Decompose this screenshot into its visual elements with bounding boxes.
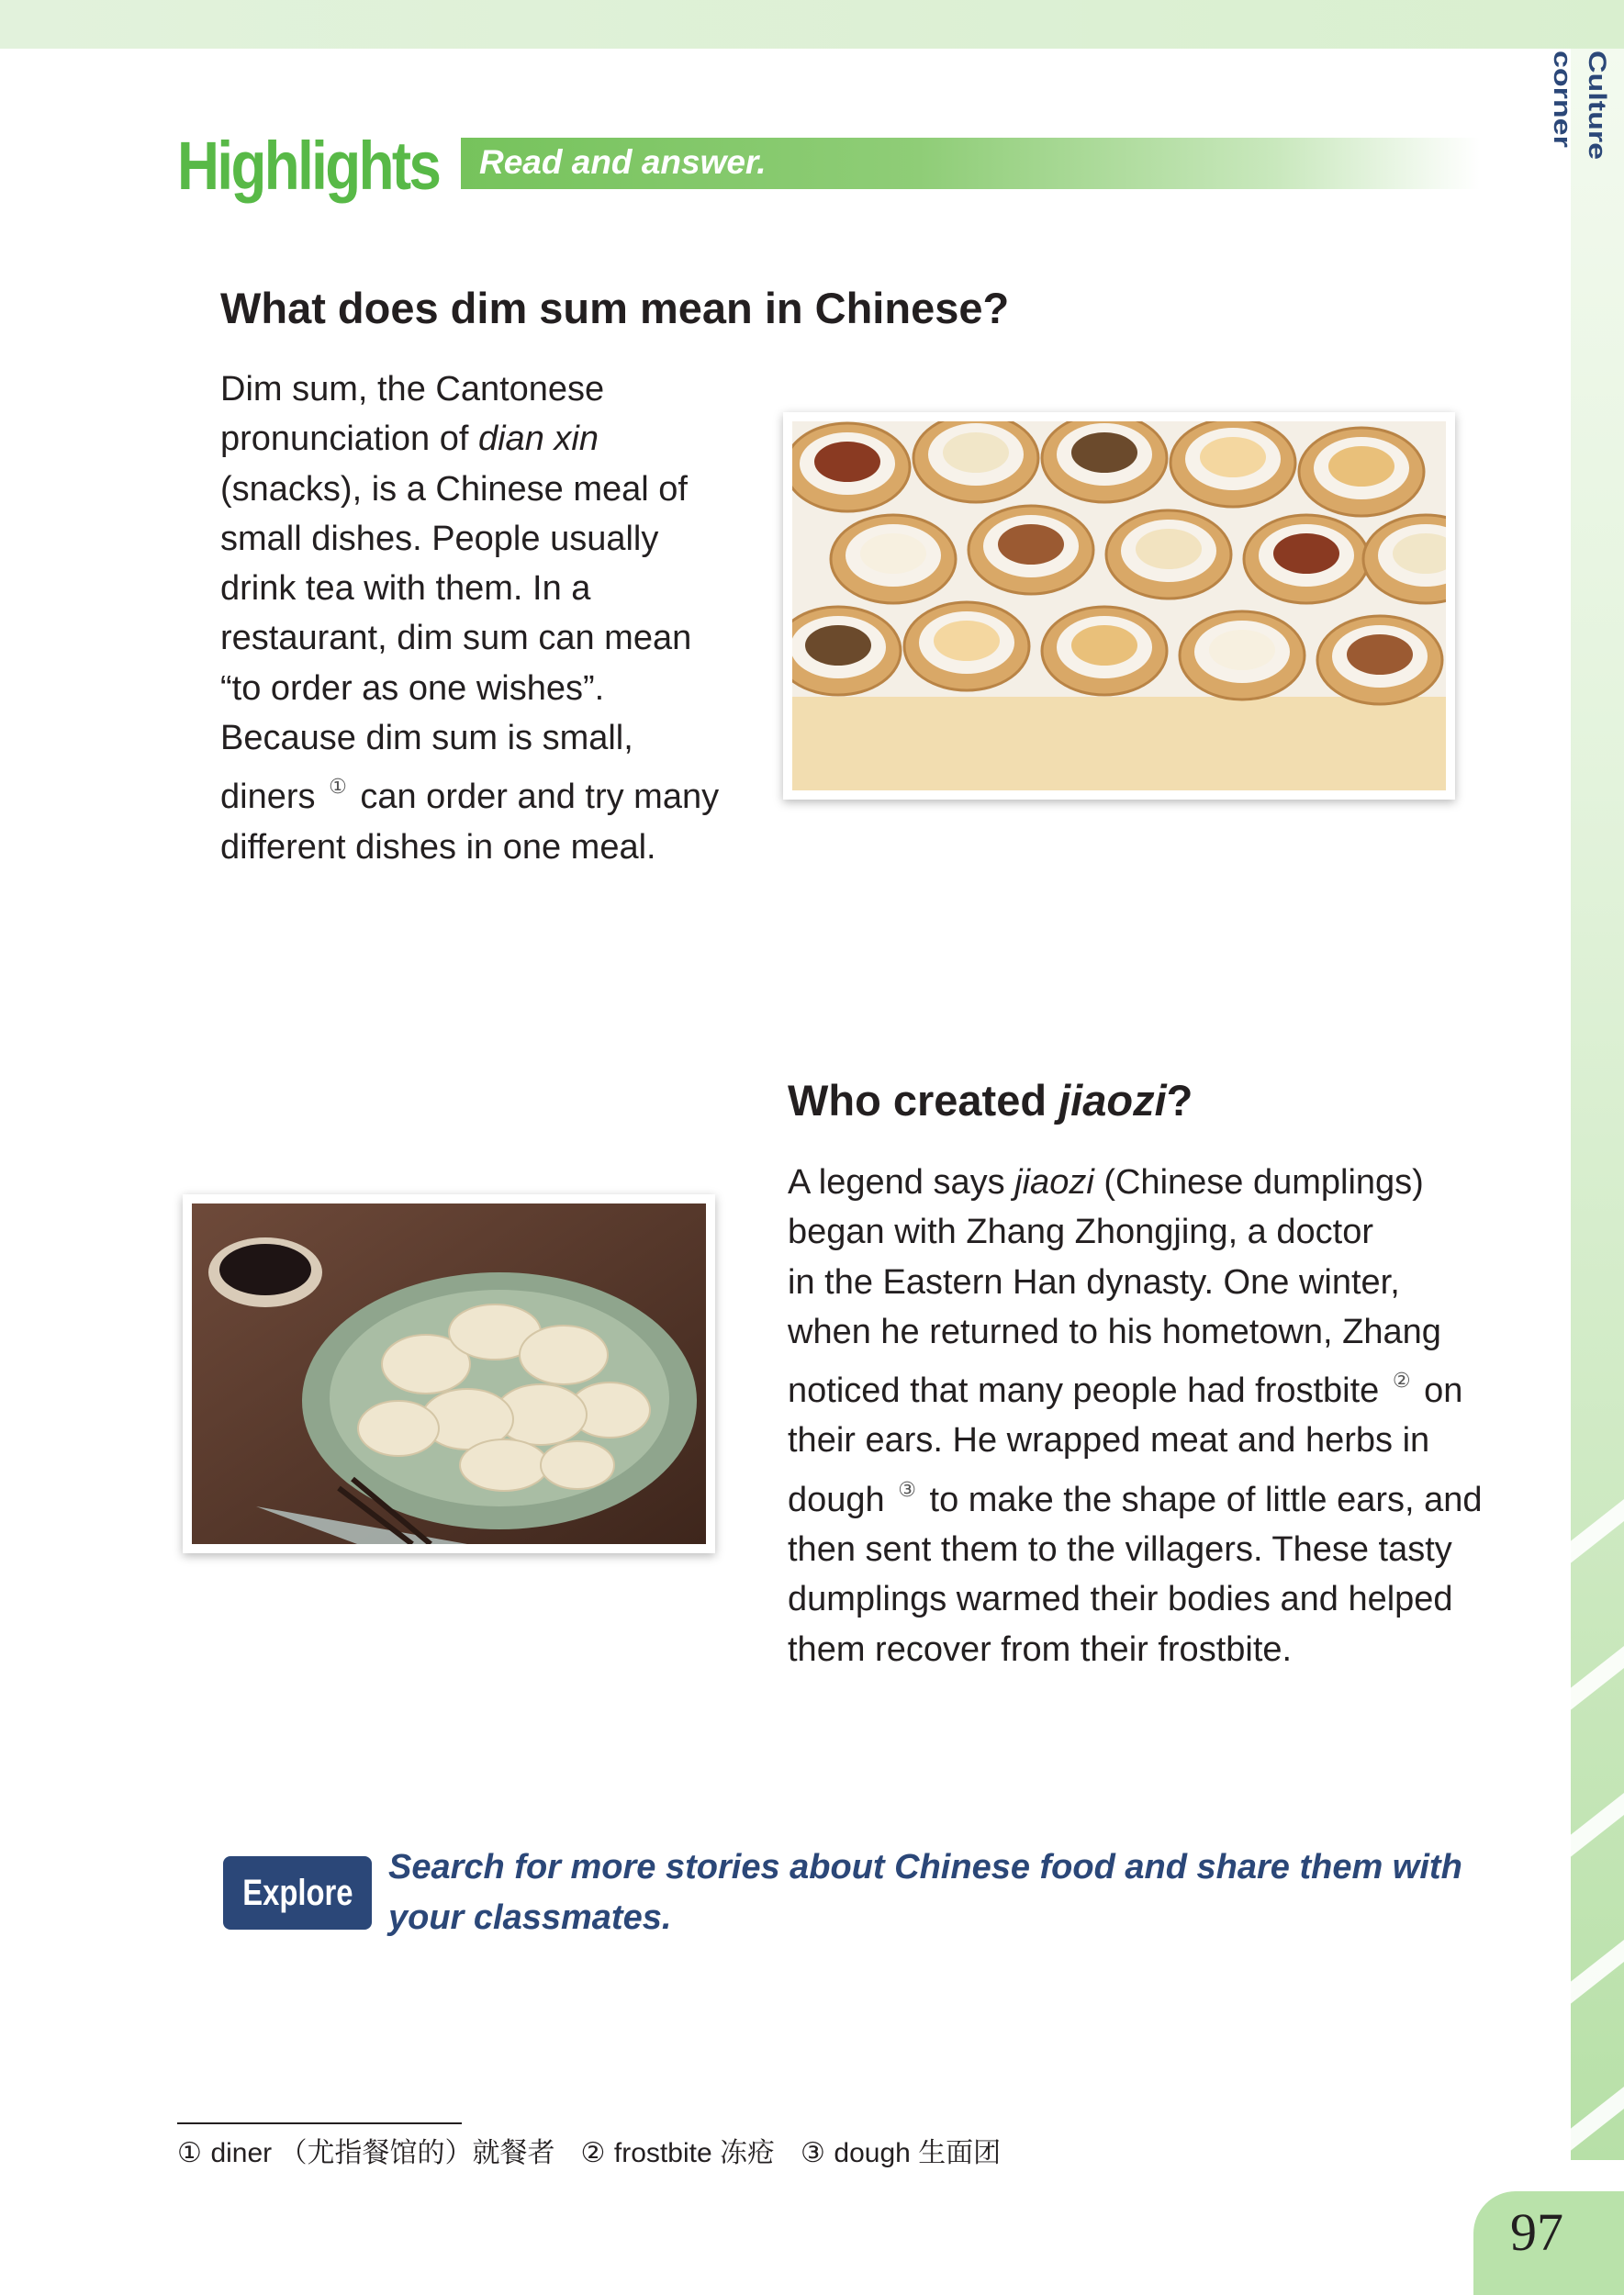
footnote-mark: ② <box>580 2137 614 2169</box>
jiaozi-paragraph <box>788 1158 1483 1674</box>
footnote-gloss: （尤指餐馆的）就餐者 <box>279 2137 555 2169</box>
footnote-item <box>801 2138 1001 2168</box>
footnote-rule <box>177 2122 462 2124</box>
footnote-gloss: 生面团 <box>918 2137 1002 2169</box>
explore-badge <box>223 1856 372 1930</box>
jiaozi-paragraph-line: then sent them to the villagers. These tasty <box>788 1530 1452 1570</box>
dim-sum-photo <box>783 412 1455 800</box>
italic-term: jiaozi <box>1014 1163 1094 1202</box>
dim-sum-paragraph-line: drink tea with them. In a <box>220 569 591 609</box>
dim-sum-paragraph-line: Because dim sum is small, <box>220 719 633 758</box>
dim-sum-paragraph-line: diners ① can order and try many <box>220 776 720 817</box>
jiaozi-paragraph-line: in the Eastern Han dynasty. One winter, <box>788 1262 1400 1302</box>
side-decorative-strip <box>1548 49 1624 2160</box>
jiaozi-paragraph-line: their ears. He wrapped meat and herbs in <box>788 1421 1430 1461</box>
jiaozi-question-text: Who created <box>788 1076 1059 1125</box>
dim-sum-steamer-baskets-photo-icon <box>792 421 1446 790</box>
dim-sum-paragraph-line: restaurant, dim sum can mean <box>220 619 692 658</box>
italic-term: dian xin <box>477 420 599 459</box>
footnote-marker: ① <box>329 776 347 800</box>
jiaozi-paragraph-line: began with Zhang Zhongjing, a doctor <box>788 1213 1373 1252</box>
footnote-gloss: 冻疮 <box>719 2137 775 2169</box>
explore-badge-label: Explore <box>241 1873 353 1913</box>
dim-sum-question-heading: What does dim sum mean in Chinese? <box>220 284 1010 332</box>
jiaozi-question-italic: jiaozi <box>1058 1076 1167 1125</box>
instruction-text: Read and answer. <box>479 143 767 181</box>
highlights-title: Highlights <box>177 128 440 204</box>
jiaozi-paragraph-line: when he returned to his hometown, Zhang <box>788 1312 1441 1351</box>
explore-prompt: Search for more stories about Chinese food and share them with your classmates. <box>388 1848 1462 1937</box>
footnote-mark: ③ <box>800 2137 834 2169</box>
side-chevron <box>1571 2087 1624 2160</box>
dim-sum-paragraph <box>220 364 719 872</box>
jiaozi-paragraph-line: them recover from their frostbite. <box>788 1629 1293 1669</box>
footnotes <box>177 2135 1026 2172</box>
footnote-item <box>177 2138 554 2168</box>
side-chevron <box>1571 1793 1624 1903</box>
page-number: 97 <box>1510 2202 1563 2262</box>
top-decorative-band <box>0 0 1624 49</box>
jiaozi-paragraph-line: dumplings warmed their bodies and helped <box>788 1580 1453 1619</box>
dim-sum-paragraph-line: (snacks), is a Chinese meal of <box>220 469 688 509</box>
footnote-item <box>580 2138 775 2168</box>
dim-sum-paragraph-line: “to order as one wishes”. <box>220 668 605 708</box>
side-chevron <box>1571 1646 1624 1756</box>
dim-sum-paragraph-line: pronunciation of dian xin <box>220 420 599 459</box>
jiaozi-paragraph-line: dough ③ to make the shape of little ears, and <box>788 1478 1483 1519</box>
footnote-marker: ② <box>1392 1370 1411 1394</box>
jiaozi-question-mark: ? <box>1166 1076 1193 1125</box>
footnote-mark: ① <box>177 2137 211 2169</box>
jiaozi-paragraph-line: noticed that many people had frostbite ② on <box>788 1370 1463 1411</box>
dim-sum-paragraph-line: small dishes. People usually <box>220 519 659 558</box>
dim-sum-paragraph-line: Dim sum, the Cantonese <box>220 370 605 409</box>
jiaozi-paragraph-line: A legend says jiaozi (Chinese dumplings) <box>788 1163 1424 1202</box>
section-side-label: Culture corner <box>1548 50 1612 160</box>
side-chevron <box>1571 1499 1624 1609</box>
dim-sum-paragraph-line: different dishes in one meal. <box>220 827 656 867</box>
footnote-marker: ③ <box>898 1478 916 1502</box>
jiaozi-photo <box>183 1194 715 1553</box>
jiaozi-dumplings-plate-photo-icon <box>192 1203 706 1544</box>
side-chevron <box>1571 1940 1624 2050</box>
footnote-word: dough <box>834 2138 919 2168</box>
jiaozi-question-heading <box>788 1075 1193 1126</box>
footnote-word: diner <box>210 2138 280 2168</box>
footnote-word: frostbite <box>613 2138 720 2168</box>
